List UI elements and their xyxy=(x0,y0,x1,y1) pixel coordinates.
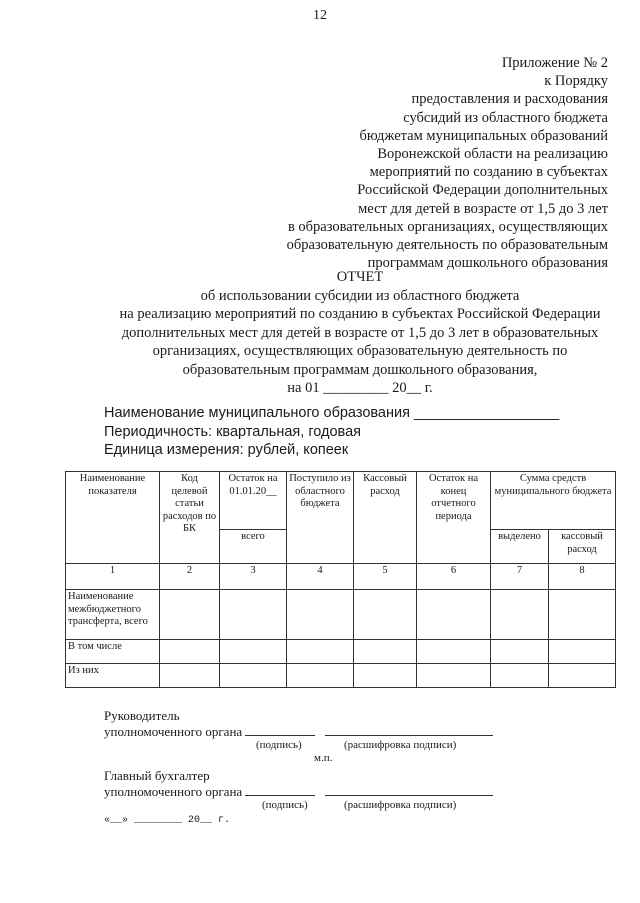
report-line: образовательным программам дошкольного образования, xyxy=(182,361,538,378)
head-title: Руководитель xyxy=(104,708,180,723)
table-cell xyxy=(417,664,491,688)
row-label: Из них xyxy=(66,664,160,688)
head-decoding-line xyxy=(325,723,493,736)
accountant-signature-row xyxy=(104,783,524,798)
table-cell xyxy=(417,640,491,664)
stamp-row xyxy=(104,753,524,768)
table-header-row xyxy=(66,472,616,530)
table-cell xyxy=(220,664,287,688)
decoding-caption: (расшифровка подписи) xyxy=(344,739,457,751)
table-cell xyxy=(354,640,417,664)
accountant-org-label: уполномоченного органа xyxy=(104,784,243,799)
appendix-line: Приложение № 2 xyxy=(501,55,608,71)
municipality-field: Наименование муниципального образования __________________ xyxy=(104,405,560,421)
appendix-line: предоставления и расходования xyxy=(411,91,608,108)
appendix-line: в образовательных организациях, осуществляющих xyxy=(287,218,608,235)
report-meta xyxy=(104,404,559,460)
signature-caption: (подпись) xyxy=(256,739,302,751)
table-cell xyxy=(417,590,491,640)
table-cell xyxy=(220,640,287,664)
head-signature-line xyxy=(245,723,315,736)
periodicity-field: Периодичность: квартальная, годовая xyxy=(104,423,362,440)
table-cell xyxy=(160,590,220,640)
report-line: на реализацию мероприятий по созданию в субъектах Российской Федерации xyxy=(119,306,601,322)
table-row xyxy=(66,664,616,688)
table-cell xyxy=(160,640,220,664)
signature-caption: (подпись) xyxy=(262,799,308,811)
table-cell xyxy=(287,664,354,688)
column-number: 8 xyxy=(549,564,616,590)
appendix-line: к Порядку xyxy=(544,73,608,90)
appendix-line: Российской Федерации дополнительных xyxy=(357,182,608,199)
accountant-decoding-line xyxy=(325,783,493,796)
appendix-line: программам дошкольного образования xyxy=(367,255,608,272)
header-balance-end: Остаток на конец отчетного периода xyxy=(417,472,491,564)
row-label: В том числе xyxy=(66,640,160,664)
appendix-line: мест для детей в возрасте от 1,5 до 3 лет xyxy=(358,200,608,217)
header-received: Поступило из областного бюджета xyxy=(287,472,354,564)
report-title: ОТЧЕТ xyxy=(336,269,384,285)
appendix-line: Воронежской области на реализацию xyxy=(377,146,608,163)
header-allocated: выделено xyxy=(491,530,549,564)
column-number: 3 xyxy=(220,564,287,590)
head-org-label: уполномоченного органа xyxy=(104,724,243,739)
signature-block xyxy=(104,708,524,828)
header-funds: Сумма средств муниципального бюджета xyxy=(491,472,616,530)
column-number: 6 xyxy=(417,564,491,590)
table-cell xyxy=(549,640,616,664)
table-row xyxy=(66,590,616,640)
column-number: 7 xyxy=(491,564,549,590)
report-heading xyxy=(60,268,640,398)
table-row xyxy=(66,640,616,664)
page-number: 12 xyxy=(313,8,327,23)
report-line: об использовании субсидии из областного бюджета xyxy=(200,287,520,304)
header-indicator: Наименование показателя xyxy=(66,472,160,564)
header-balance-start: Остаток на 01.01.20__ xyxy=(220,472,287,530)
row-label: Наименование межбюджетного трансферта, всего xyxy=(66,590,160,640)
date-line: «__» ________ 20__ г. xyxy=(104,815,231,826)
appendix-line: бюджетам муниципальных образований xyxy=(359,127,608,144)
appendix-line: образовательную деятельность по образовательным xyxy=(286,237,608,254)
accountant-title: Главный бухгалтер xyxy=(104,768,210,783)
table-cell xyxy=(287,640,354,664)
appendix-line: мероприятий по созданию в субъектах xyxy=(369,164,608,181)
report-table xyxy=(65,471,616,688)
table-cell xyxy=(549,590,616,640)
unit-field: Единица измерения: рублей, копеек xyxy=(104,442,349,458)
table-cell xyxy=(287,590,354,640)
stamp-label: м.п. xyxy=(314,752,333,764)
appendix-line: субсидий из областного бюджета xyxy=(403,109,608,126)
table-number-row xyxy=(66,564,616,590)
table-cell xyxy=(491,664,549,688)
header-cash: Кассовый расход xyxy=(354,472,417,564)
header-cash-expense: кассовый расход xyxy=(549,530,616,564)
header-code: Код целевой статьи расходов по БК xyxy=(160,472,220,564)
table-cell xyxy=(549,664,616,688)
appendix-header xyxy=(228,54,608,272)
table-cell xyxy=(220,590,287,640)
column-number: 4 xyxy=(287,564,354,590)
table-cell xyxy=(491,590,549,640)
accountant-signature-line xyxy=(245,783,315,796)
header-balance-start-total: всего xyxy=(220,530,287,564)
table-cell xyxy=(354,664,417,688)
table-cell xyxy=(354,590,417,640)
column-number: 5 xyxy=(354,564,417,590)
table-cell xyxy=(160,664,220,688)
accountant-caption-row xyxy=(104,798,524,813)
column-number: 1 xyxy=(66,564,160,590)
decoding-caption: (расшифровка подписи) xyxy=(344,799,457,811)
column-number: 2 xyxy=(160,564,220,590)
head-signature-row xyxy=(104,723,524,738)
report-line: дополнительных мест для детей в возрасте от 1,5 до 3 лет в образовательных xyxy=(121,324,599,341)
report-line: организациях, осуществляющих образовательную деятельность по xyxy=(152,343,568,359)
table-cell xyxy=(491,640,549,664)
report-date-line: на 01 _________ 20__ г. xyxy=(287,380,433,396)
